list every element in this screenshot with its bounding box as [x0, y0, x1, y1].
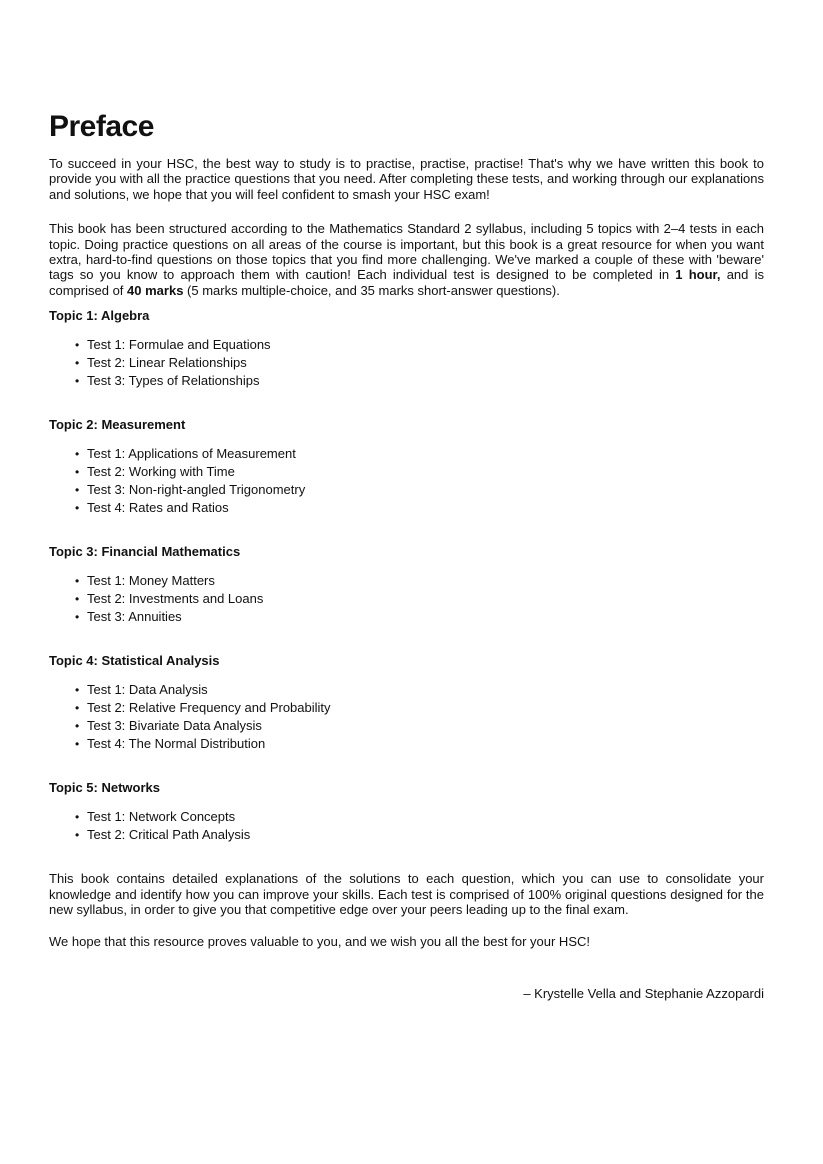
author-signature: – Krystelle Vella and Stephanie Azzopardi [523, 985, 764, 1001]
page-title: Preface [49, 110, 154, 143]
test-list-2 [49, 445, 764, 517]
intro-paragraph-2 [49, 221, 764, 298]
topic-section-5 [49, 780, 764, 844]
topic-section-3 [49, 544, 764, 626]
closing-paragraph-2: We hope that this resource proves valuable to you, and we wish you all the best for your HSC! [49, 934, 590, 950]
test-item: • Test 4: Rates and Ratios [87, 499, 764, 517]
intro-p2-segment-1: This book has been structured according to the Mathematics Standard 2 syllabus, including 5 topics with 2–4 tests in each topic. Doing practice questions on all areas of the course is important, but this book is a great resource for when you want extra, hard-to-find questions on those topics that you find more challenging. We've marked a couple of these with 'beware' tags so you know to approach them with caution! Each individual test is designed to be completed in [49, 221, 764, 283]
test-list-1 [49, 336, 764, 390]
test-item: • Test 1: Network Concepts [87, 808, 764, 826]
test-item: • Test 3: Types of Relationships [87, 372, 764, 390]
topic-heading-1: Topic 1: Algebra [49, 308, 150, 324]
test-list-5 [49, 808, 764, 844]
topic-section-4 [49, 653, 764, 753]
test-item: • Test 2: Investments and Loans [87, 590, 764, 608]
topic-section-2 [49, 417, 764, 517]
test-item: • Test 1: Money Matters [87, 572, 764, 590]
test-list-3 [49, 572, 764, 626]
topic-heading-2: Topic 2: Measurement [49, 417, 186, 433]
intro-p2-segment-4-bold: 40 marks [127, 282, 184, 298]
test-list-4 [49, 681, 764, 753]
closing-paragraph-1: This book contains detailed explanations of the solutions to each question, which you can use to consolidate your knowledge and identify how you can improve your skills. Each test is comprised of 100% original questions designed for the new syllabus, in order to give you that competitive edge over your peers leading up to the final exam. [49, 871, 764, 918]
intro-p2-segment-2-bold: 1 hour, [675, 267, 721, 283]
intro-p2-segment-3: and is comprised of [49, 267, 764, 298]
test-item: • Test 3: Annuities [87, 608, 764, 626]
intro-paragraph-1: To succeed in your HSC, the best way to study is to practise, practise, practise! That's why we have written this book to provide you with all the practice questions that you need. After completing these tests, and working through our explanations and solutions, we hope that you will feel confident to smash your HSC exam! [49, 156, 764, 202]
test-item: • Test 4: The Normal Distribution [87, 735, 764, 753]
test-item: • Test 2: Critical Path Analysis [87, 826, 764, 844]
intro-p2-segment-5: (5 marks multiple-choice, and 35 marks short-answer questions). [183, 282, 560, 298]
topic-section-1 [49, 308, 764, 390]
test-item: • Test 2: Working with Time [87, 463, 764, 481]
topic-heading-5: Topic 5: Networks [49, 780, 161, 796]
topic-heading-4: Topic 4: Statistical Analysis [49, 653, 220, 669]
test-item: • Test 2: Linear Relationships [87, 354, 764, 372]
test-item: • Test 1: Data Analysis [87, 681, 764, 699]
test-item: • Test 1: Formulae and Equations [87, 336, 764, 354]
test-item: • Test 1: Applications of Measurement [87, 445, 764, 463]
test-item: • Test 3: Bivariate Data Analysis [87, 717, 764, 735]
test-item: • Test 2: Relative Frequency and Probability [87, 699, 764, 717]
test-item: • Test 3: Non-right-angled Trigonometry [87, 481, 764, 499]
topic-heading-3: Topic 3: Financial Mathematics [49, 544, 241, 560]
